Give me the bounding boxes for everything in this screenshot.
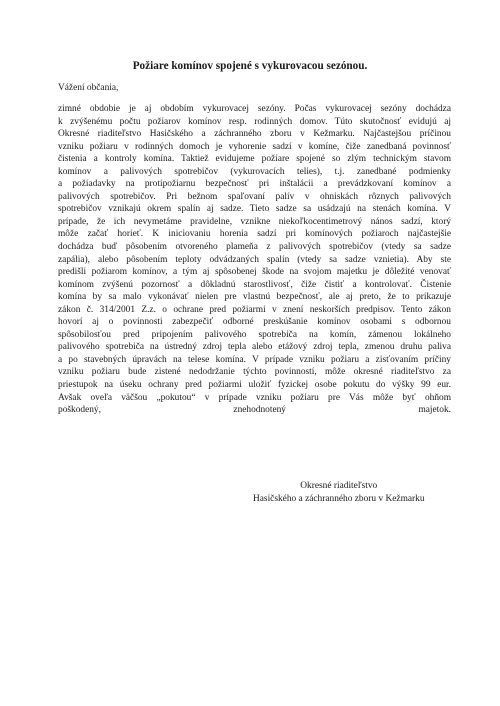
document-title: Požiare komínov spojené s vykurovacou sezónou.	[132, 60, 368, 72]
body-line: dochádza buď pôsobením otvoreného plameňa z palivových spotrebičov (vtedy sa sadze	[58, 242, 451, 253]
body-line: zákon č. 314/2001 Z.z. o ochrane pred požiarmi v znení neskorších predpisov. Tento zákon	[58, 304, 451, 315]
body-line: komínov a palivových spotrebičov (vykurovacích telies), t.j. zanedbané podmienky	[58, 166, 451, 177]
body-line: Avšak oveľa väčšou „pokutou“ v prípade vzniku požiaru pre Vás môže byť ohňom	[58, 392, 451, 403]
body-line: priestupok na úseku ochrany pred požiarmi uložiť fyzickej osobe pokutu do výšky 99 eur.	[58, 380, 451, 391]
signature-line-office: Okresné riaditeľstvo	[300, 481, 378, 491]
body-text	[58, 103, 451, 417]
body-line: predišli požiarom komínov, a tým aj spôsobenej škode na svojom majetku je dôležité venovať	[58, 267, 451, 278]
body-line: komína by sa malo vykonávať nielen pre vlastnú bezpečnosť, ale aj preto, že to prikazuje	[58, 292, 451, 303]
body-line: spotrebičov vznikajú okrem spalín aj sadze. Tieto sadze sa usádzajú na stenách komína. V	[58, 204, 451, 215]
body-line: Okresné riaditeľstvo Hasičského a záchranného zboru v Kežmarku. Najčastejšou príčinou	[58, 129, 451, 140]
body-line: komínom zvýšenú pozornosť a dôkladnú starostlivosť, čiže čistiť a kontrolovať. Čistenie	[58, 279, 451, 290]
body-line: zapália), alebo pôsobením teploty odvádzaných spalín (vtedy sa sadze vznietia). Aby ste	[58, 254, 451, 265]
body-line: a po stavebných úpravách na telese komína. V prípade vzniku požiaru a zisťovaním príčiny	[58, 354, 451, 365]
body-line: palivových spotrebičov. Pri bežnom spaľovaní palív v ohniskách rôznych palivových	[58, 191, 451, 202]
body-line: môže začať horieť. K iniciovaniu horenia sadzí pri komínových požiaroch najčastejšie	[58, 229, 451, 240]
body-line: prípade, že ich nevymetáme pravidelne, vznikne niekoľkocentimetrový nános sadzí, ktorý	[58, 216, 451, 227]
body-line: poškodený, znehodnotený majetok.	[58, 405, 451, 416]
body-line: a požiadavky na protipožiarnu bezpečnosť pri inštalácii a prevádzkovaní komínov a	[58, 179, 451, 190]
body-line: spôsobilosťou pred pripojením palivového spotrebiča na komín, zámenou lokálneho	[58, 329, 451, 340]
signature-line-organization: Hasičského a záchranného zboru v Kežmarku	[253, 493, 425, 504]
body-line: zimné obdobie je aj obdobím vykurovacej sezóny. Počas vykurovacej sezóny dochádza	[58, 104, 451, 114]
body-line: vzniku požiaru bude zistené nedodržanie týchto povinností, môže okresné riaditeľstvo za	[58, 367, 451, 378]
body-line: hovorí aj o povinnosti zabezpečiť odborné preskúšanie komínov osobami s odbornou	[58, 317, 451, 328]
greeting: Vážení občania,	[58, 83, 119, 93]
body-line: palivového spotrebiča na ústredný zdroj tepla alebo etážový zdroj tepla, zmenou druhu paliva	[58, 342, 451, 353]
body-line: čistenia a kontroly komína. Taktiež evidujeme požiare spojené so zlým technickým stavom	[58, 154, 451, 165]
body-line: k zvýšenému počtu požiarov komínov resp. rodinných domov. Túto skutočnosť evidujú aj	[58, 116, 451, 127]
body-line: vzniku požiaru v rodinných domoch je vyhorenie sadzí v komíne, čiže zanedbaná povinnosť	[58, 141, 451, 152]
signature-block	[253, 480, 425, 505]
